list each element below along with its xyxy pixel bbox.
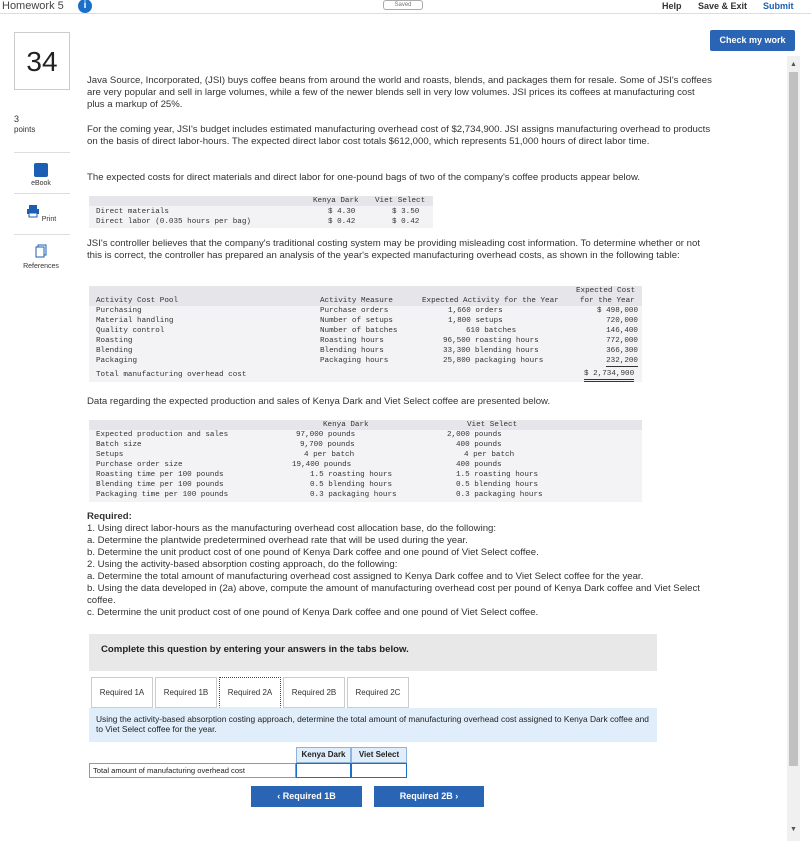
references-label: References <box>23 263 59 270</box>
required-line: a. Determine the total amount of manufacturing overhead cost assigned to Kenya Dark coffee and to Viet Select coffee for the year. <box>87 571 644 582</box>
tab-required-2a[interactable]: Required 2A <box>219 677 281 708</box>
submit-link[interactable]: Submit <box>763 1 794 11</box>
prod-label-cell: Purchase order size <box>96 461 183 469</box>
required-title: Required: <box>87 511 132 522</box>
activity-cell: 1,800 setups <box>448 317 503 325</box>
measure-cell: Number of batches <box>320 327 398 335</box>
cost-header-viet: Viet Select <box>375 197 426 205</box>
prod-kenya-cell: 9,700 pounds <box>300 441 355 449</box>
saved-status: Saved <box>383 0 423 10</box>
measure-cell: Roasting hours <box>320 337 384 345</box>
table-row <box>96 440 642 450</box>
prod-label-cell: Packaging time per 100 pounds <box>96 491 229 499</box>
table-row <box>96 490 642 500</box>
next-required-2b-button[interactable]: Required 2B › <box>374 786 484 807</box>
print-button[interactable] <box>18 204 64 223</box>
cost-row-kenya: $ 0.42 <box>328 218 356 226</box>
prev-required-1b-button[interactable]: ‹ Required 1B <box>251 786 362 807</box>
table-row <box>96 316 642 326</box>
info-icon[interactable]: i <box>78 0 92 13</box>
table-row <box>96 346 642 356</box>
required-line: 2. Using the activity-based absorption costing approach, do the following: <box>87 559 398 570</box>
prod-label-cell: Expected production and sales <box>96 431 229 439</box>
divider <box>14 234 70 235</box>
instructions-text: Using the activity-based absorption costing approach, determine the total amount of manufacturing overhead cost assigned to Kenya Dark coffee and to Viet Select coffee for the year. <box>96 714 649 734</box>
required-line: b. Determine the unit product cost of one pound of Kenya Dark coffee and one pound of Viet Select coffee. <box>87 547 539 558</box>
required-line: b. Using the data developed in (2a) above, compute the amount of manufacturing overhead cost per pound of Kenya Dark coffee and Viet Select coffee. <box>87 583 700 606</box>
activity-cell: 33,300 blending hours <box>443 347 539 355</box>
question-number: 34 <box>14 32 70 90</box>
total-label: Total manufacturing overhead cost <box>96 371 247 379</box>
divider <box>14 152 70 153</box>
table-row <box>96 460 642 470</box>
header-cost-line1: Expected Cost <box>576 287 636 295</box>
table-row <box>96 356 642 366</box>
ebook-button[interactable] <box>18 163 64 187</box>
tab-required-1b[interactable]: Required 1B <box>155 677 217 708</box>
print-icon <box>26 204 40 218</box>
cost-cell: 366,300 <box>606 347 638 355</box>
save-exit-link[interactable]: Save & Exit <box>698 1 748 11</box>
tab-required-1a[interactable]: Required 1A <box>91 677 153 708</box>
answer-row-label: Total amount of manufacturing overhead cost <box>89 763 296 778</box>
scrollbar-thumb[interactable] <box>789 72 798 766</box>
divider <box>14 193 70 194</box>
cost-row-label: Direct labor (0.035 hours per bag) <box>96 218 251 226</box>
table-row <box>96 306 642 316</box>
header-measure: Activity Measure <box>320 297 393 305</box>
prod-kenya-cell: 97,000 pounds <box>296 431 356 439</box>
points-label: points <box>14 125 36 134</box>
table-row <box>96 470 642 480</box>
cost-cell: 146,400 <box>606 327 638 335</box>
table-row <box>96 326 642 336</box>
prod-kenya-cell: 19,400 pounds <box>292 461 352 469</box>
measure-cell: Packaging hours <box>320 357 389 365</box>
cost-row-label: Direct materials <box>96 208 169 216</box>
cost-row-viet: $ 0.42 <box>392 218 420 226</box>
measure-cell: Number of setups <box>320 317 393 325</box>
pool-cell: Quality control <box>96 327 165 335</box>
prod-viet-cell: 2,000 pounds <box>447 431 502 439</box>
cost-header-kenya: Kenya Dark <box>313 197 359 205</box>
required-line: 1. Using direct labor-hours as the manufacturing overhead cost allocation base, do the following: <box>87 523 497 534</box>
activity-cell: 1,660 orders <box>448 307 503 315</box>
pool-cell: Material handling <box>96 317 174 325</box>
points-value: 3 <box>14 114 20 124</box>
prod-viet-cell: 400 pounds <box>456 461 502 469</box>
cost-cell: 720,000 <box>606 317 638 325</box>
production-rows <box>96 430 642 500</box>
prod-label-cell: Blending time per 100 pounds <box>96 481 224 489</box>
table-row <box>96 336 642 346</box>
complete-text: Complete this question by entering your answers in the tabs below. <box>101 644 409 655</box>
pool-cell: Purchasing <box>96 307 142 315</box>
prod-label-cell: Roasting time per 100 pounds <box>96 471 224 479</box>
assignment-title: Homework 5 <box>2 0 64 12</box>
measure-cell: Purchase orders <box>320 307 389 315</box>
prod-kenya-cell: 0.5 blending hours <box>310 481 393 489</box>
table-row <box>96 480 642 490</box>
required-line: c. Determine the unit product cost of one pound of Kenya Dark coffee and one pound of Viet Select coffee. <box>87 607 539 618</box>
prod-label-cell: Batch size <box>96 441 142 449</box>
activity-cell: 96,500 roasting hours <box>443 337 539 345</box>
budget-paragraph: For the coming year, JSI's budget includes estimated manufacturing overhead cost of $2,734,900. JSI assigns manufacturing overhead to products on the basis of direct labor-hours. The expected direct labor cost totals $612,000, which represents 51,000 hours of direct labor time. <box>87 124 711 147</box>
pool-cell: Roasting <box>96 337 133 345</box>
pool-cell: Packaging <box>96 357 138 365</box>
kenya-overhead-input[interactable] <box>296 763 351 778</box>
answer-header-kenya: Kenya Dark <box>296 747 351 763</box>
prod-viet-cell: 0.3 packaging hours <box>456 491 543 499</box>
prod-kenya-cell: 0.3 packaging hours <box>310 491 397 499</box>
pool-cell: Blending <box>96 347 133 355</box>
tab-required-2b[interactable]: Required 2B <box>283 677 345 708</box>
header-activity: Expected Activity for the Year <box>422 297 559 305</box>
prod-viet-cell: 0.5 blending hours <box>456 481 539 489</box>
answer-header-viet: Viet Select <box>351 747 407 763</box>
table-row <box>96 430 642 440</box>
references-icon <box>34 244 48 258</box>
references-button[interactable] <box>18 244 64 270</box>
costs-paragraph: The expected costs for direct materials and direct labor for one-pound bags of two of the company's coffee products appear below. <box>87 172 641 183</box>
total-value: $ 2,734,900 <box>584 369 634 382</box>
help-link[interactable]: Help <box>662 1 682 11</box>
scroll-down-icon[interactable]: ▼ <box>790 826 797 833</box>
production-paragraph: Data regarding the expected production and sales of Kenya Dark and Viet Select coffee are presented below. <box>87 396 551 407</box>
viet-overhead-input[interactable] <box>351 763 407 778</box>
cost-cell: 232,200 <box>606 357 638 365</box>
measure-cell: Blending hours <box>320 347 384 355</box>
header-cost-line2: for the Year <box>580 297 635 305</box>
header-pool: Activity Cost Pool <box>96 297 179 305</box>
tab-required-2c[interactable]: Required 2C <box>347 677 409 708</box>
prod-label-cell: Setups <box>96 451 124 459</box>
prod-header-kenya: Kenya Dark <box>323 421 369 429</box>
prod-viet-cell: 4 per batch <box>464 451 515 459</box>
required-line: a. Determine the plantwide predetermined overhead rate that will be used during the year. <box>87 535 468 546</box>
prod-header-viet: Viet Select <box>467 421 518 429</box>
prod-viet-cell: 1.5 roasting hours <box>456 471 539 479</box>
cost-row-viet: $ 3.50 <box>392 208 420 216</box>
print-label: Print <box>41 216 57 223</box>
table-row <box>96 450 642 460</box>
overhead-rows <box>96 306 642 366</box>
cost-cell: $ 498,000 <box>596 307 638 315</box>
ebook-label: eBook <box>31 180 51 187</box>
prod-kenya-cell: 4 per batch <box>304 451 355 459</box>
check-my-work-button[interactable]: Check my work <box>710 30 795 51</box>
activity-cell: 25,800 packaging hours <box>443 357 544 365</box>
controller-paragraph: JSI's controller believes that the company's traditional costing system may be providing misleading cost information. To determine whether or not this is correct, the controller has prepared an analysis of the year's expected manufacturing overhead costs, as shown in the following table: <box>87 238 700 261</box>
cost-cell: 772,000 <box>606 337 638 345</box>
prod-kenya-cell: 1.5 roasting hours <box>310 471 393 479</box>
scroll-up-icon[interactable]: ▲ <box>790 61 797 68</box>
cost-row-kenya: $ 4.30 <box>328 208 356 216</box>
prod-viet-cell: 400 pounds <box>456 441 502 449</box>
ebook-icon <box>34 163 48 177</box>
activity-cell: 610 batches <box>466 327 517 335</box>
intro-paragraph: Java Source, Incorporated, (JSI) buys coffee beans from around the world and roasts, blends, and packages them for resale. Some of JSI's coffees are very popular and sell in large volumes, while a few of the newer blends sell in very low volumes. JSI prices its coffees at manufacturing cost plus a markup of 25%. <box>87 75 712 110</box>
